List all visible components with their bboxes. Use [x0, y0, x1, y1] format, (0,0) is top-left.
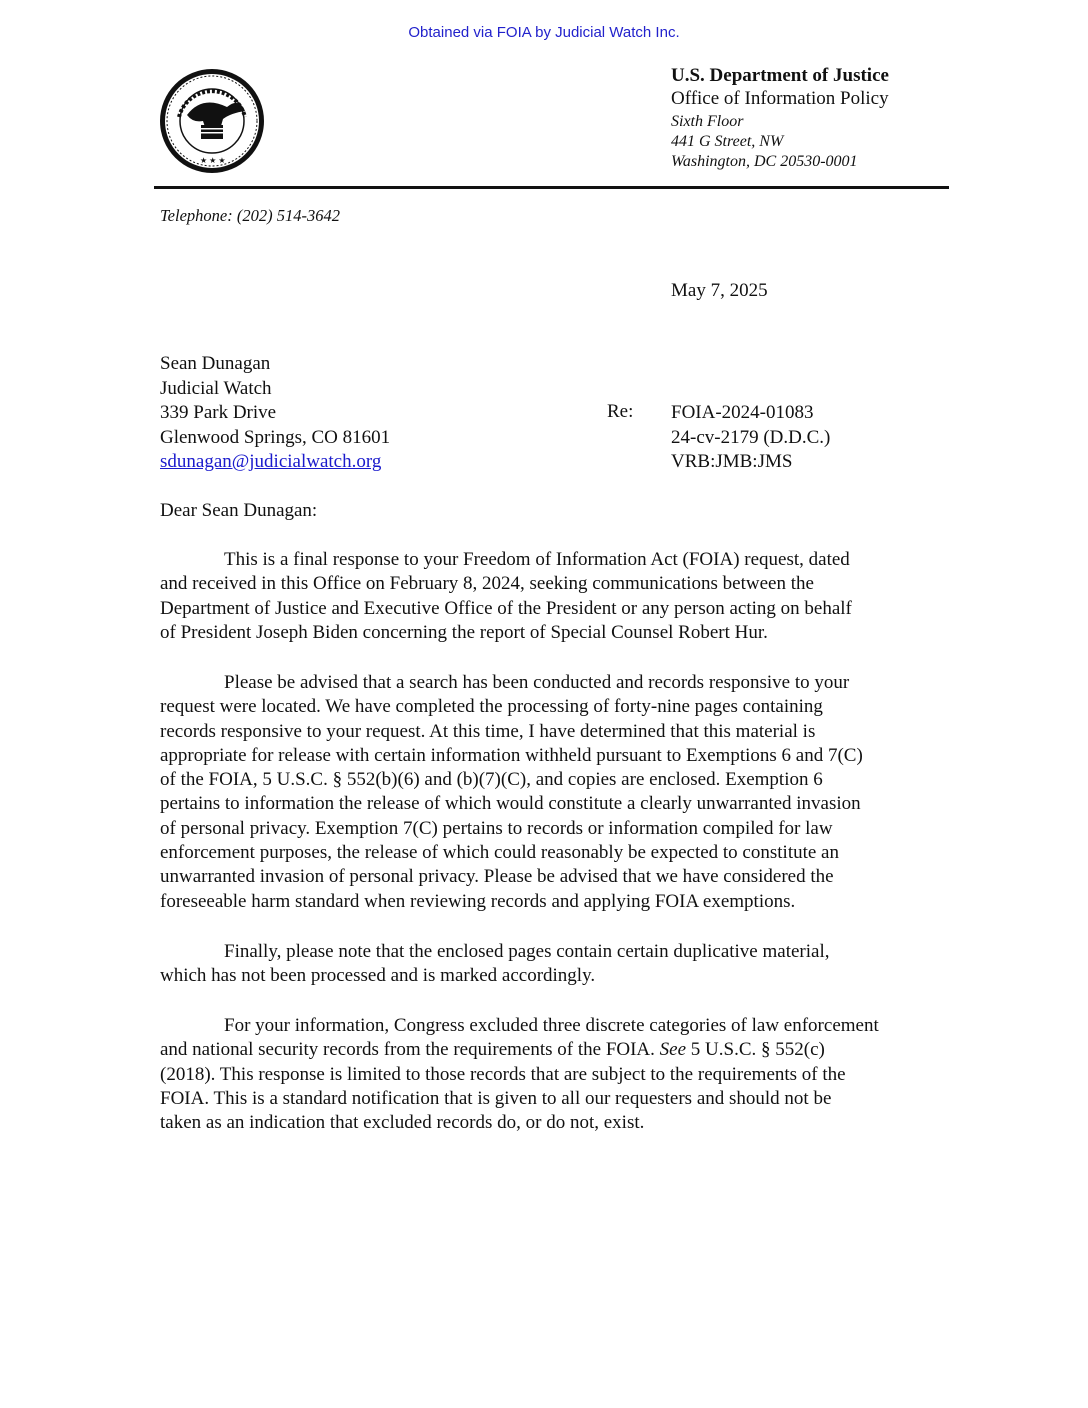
paragraph-line: appropriate for release with certain information withheld pursuant to Exemptions 6 and 7(C) — [160, 744, 863, 766]
department-of-justice-seal-icon — [157, 67, 267, 175]
office-address-line: Sixth Floor — [671, 113, 744, 130]
statute-citation: 5 U.S.C. § 552(c) — [686, 1039, 825, 1061]
paragraph-line: Department of Justice and Executive Office of the President or any person acting on behalf — [160, 597, 852, 619]
recipient-street: 339 Park Drive — [160, 402, 277, 423]
paragraph-line: foreseeable harm standard when reviewing records and applying FOIA exemptions. — [160, 890, 796, 912]
paragraph-line: This is a final response to your Freedom of Information Act (FOIA) request, dated — [224, 549, 850, 570]
recipient-city-state-zip: Glenwood Springs, CO 81601 — [160, 426, 391, 448]
svg-text:★ ★ ★: ★ ★ ★ — [200, 156, 226, 165]
paragraph-line: unwarranted invasion of personal privacy. Please be advised that we have considered the — [160, 866, 834, 888]
paragraph-text: and national security records from the requirements of the FOIA. — [160, 1039, 660, 1061]
paragraph-line: taken as an indication that excluded records do, or do not, exist. — [160, 1112, 645, 1134]
salutation: Dear Sean Dunagan: — [160, 500, 318, 521]
paragraph-line: request were located. We have completed the processing of forty-nine pages containing — [160, 696, 823, 718]
foia-request-number: FOIA-2024-01083 — [671, 402, 814, 423]
staff-initials: VRB:JMB:JMS — [671, 451, 793, 472]
recipient-block — [160, 352, 390, 475]
paragraph-line: enforcement purposes, the release of which could reasonably be expected to constitute an — [160, 842, 839, 864]
reference-label: Re: — [607, 401, 634, 422]
body-paragraph — [160, 548, 960, 645]
letterhead-divider — [154, 186, 949, 189]
office-address-line: Washington, DC 20530-0001 — [671, 153, 858, 170]
recipient-name: Sean Dunagan — [160, 353, 271, 374]
case-number: 24-cv-2179 (D.D.C.) — [671, 426, 831, 448]
paragraph-line — [160, 1038, 960, 1062]
reference-block — [671, 401, 830, 475]
paragraph-line: Finally, please note that the enclosed pages contain certain duplicative material, — [224, 941, 830, 962]
paragraph-line: of the FOIA, 5 U.S.C. § 552(b)(6) and (b)(7)(C), and copies are enclosed. Exemption 6 — [160, 769, 823, 791]
department-name: U.S. Department of Justice — [671, 65, 889, 86]
paragraph-line: records responsive to your request. At this time, I have determined that this material is — [160, 720, 816, 742]
recipient-email-link[interactable]: sdunagan@judicialwatch.org — [160, 451, 382, 472]
body-paragraph — [160, 1014, 960, 1135]
paragraph-line: For your information, Congress excluded three discrete categories of law enforcement — [224, 1015, 879, 1036]
paragraph-line: FOIA. This is a standard notification that is given to all our requesters and should not be — [160, 1087, 832, 1109]
office-address-line: 441 G Street, NW — [671, 133, 784, 150]
foia-watermark: Obtained via FOIA by Judicial Watch Inc. — [408, 24, 680, 41]
body-paragraph — [160, 940, 960, 989]
telephone: Telephone: (202) 514-3642 — [160, 206, 340, 225]
paragraph-line: of President Joseph Biden concerning the report of Special Counsel Robert Hur. — [160, 621, 768, 643]
paragraph-line: (2018). This response is limited to those records that are subject to the requirements of the — [160, 1063, 846, 1085]
paragraph-line: which has not been processed and is marked accordingly. — [160, 965, 596, 987]
recipient-organization: Judicial Watch — [160, 377, 272, 399]
paragraph-line: Please be advised that a search has been conducted and records responsive to your — [224, 672, 850, 693]
paragraph-line: pertains to information the release of which would constitute a clearly unwarranted invasion — [160, 793, 861, 815]
see-signal: See — [659, 1039, 687, 1061]
letter-date: May 7, 2025 — [671, 280, 768, 301]
letterhead — [671, 66, 889, 172]
body-paragraph — [160, 671, 960, 914]
office-name: Office of Information Policy — [671, 88, 889, 109]
paragraph-line: of personal privacy. Exemption 7(C) pertains to records or information compiled for law — [160, 817, 833, 839]
paragraph-line: and received in this Office on February 8, 2024, seeking communications between the — [160, 573, 814, 595]
